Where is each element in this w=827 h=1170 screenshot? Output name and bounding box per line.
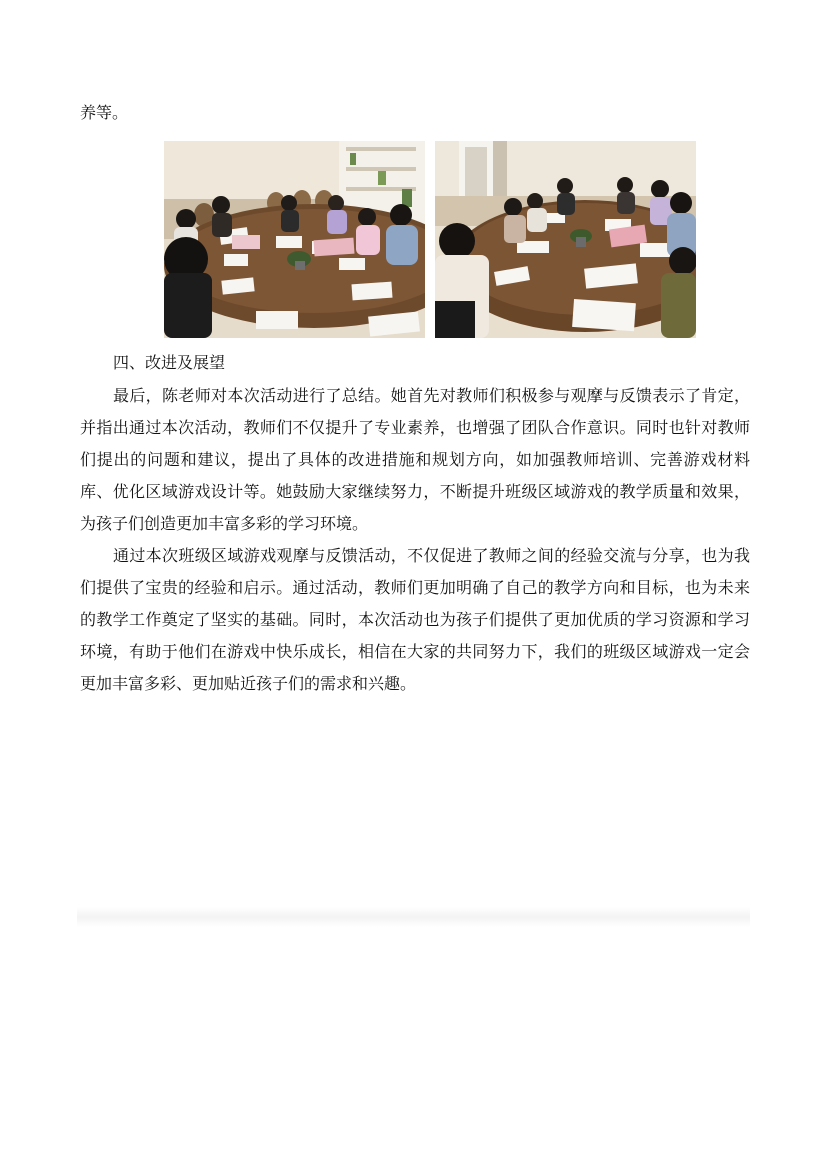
meeting-photo-left bbox=[164, 141, 425, 338]
meeting-photo-right bbox=[435, 141, 696, 338]
section-heading: 四、改进及展望 bbox=[113, 353, 226, 372]
body-text bbox=[80, 380, 750, 700]
paragraph-summary: 最后，陈老师对本次活动进行了总结。她首先对教师们积极参与观摩与反馈表示了肯定，并指出通过本次活动，教师们不仅提升了专业素养，也增强了团队合作意识。同时也针对教师们提出的问题和建议，提出了具体的改进措施和规划方向，如加强教师培训、完善游戏材料库、优化区域游戏设计等。她鼓励大家继续努力，不断提升班级区域游戏的教学质量和效果，为孩子们创造更加丰富多彩的学习环境。 bbox=[80, 386, 750, 533]
page-divider-band bbox=[77, 907, 750, 927]
continued-text-line: 养等。 bbox=[80, 103, 129, 122]
meeting-photo-right-image bbox=[435, 141, 696, 338]
paragraph-conclusion: 通过本次班级区域游戏观摩与反馈活动，不仅促进了教师之间的经验交流与分享，也为我们提供了宝贵的经验和启示。通过活动，教师们更加明确了自己的教学方向和目标，也为未来的教学工作奠定了坚实的基础。同时，本次活动也为孩子们提供了更加优质的学习资源和学习环境，有助于他们在游戏中快乐成长，相信在大家的共同努力下，我们的班级区域游戏一定会更加丰富多彩、更加贴近孩子们的需求和兴趣。 bbox=[80, 546, 750, 693]
meeting-photo-left-image bbox=[164, 141, 425, 338]
